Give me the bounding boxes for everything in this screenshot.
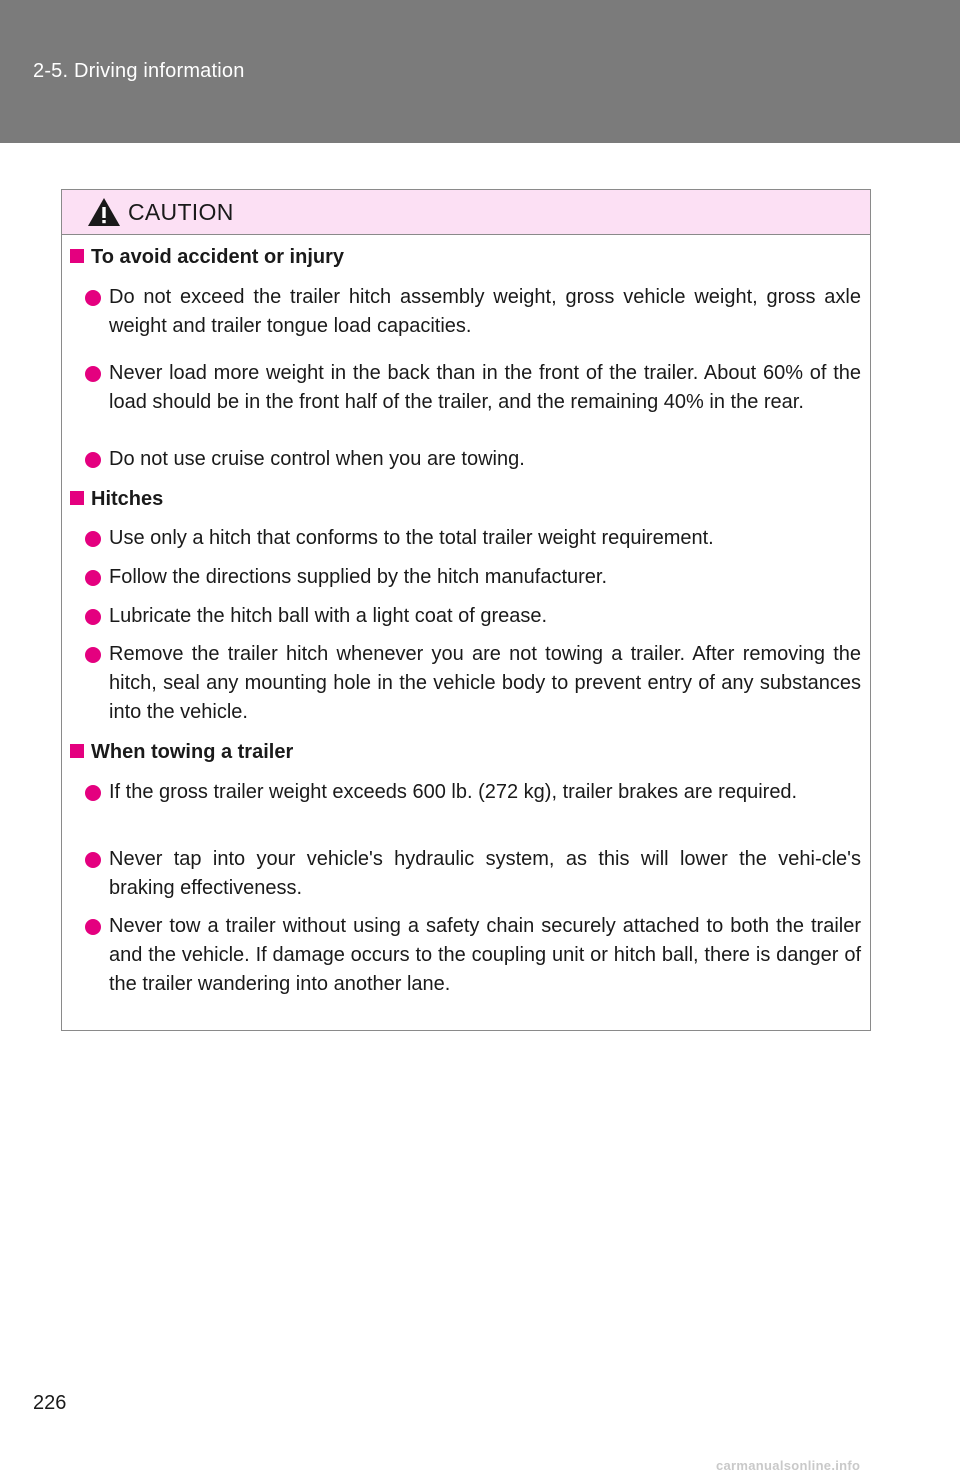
- round-bullet-icon: [85, 919, 101, 935]
- list-item: Follow the directions supplied by the hitch manufacturer.: [85, 563, 861, 592]
- round-bullet-icon: [85, 609, 101, 625]
- round-bullet-icon: [85, 366, 101, 382]
- list-item: Never load more weight in the back than in the front of the trailer. About 60% of the load should be in the front half of the trailer, and the remaining 40% in the rear.: [85, 359, 861, 417]
- section-heading: Hitches: [70, 485, 163, 514]
- round-bullet-icon: [85, 647, 101, 663]
- section-heading: To avoid accident or injury: [70, 243, 344, 272]
- list-item: Remove the trailer hitch whenever you are not towing a trailer. After removing the hitch, seal any mounting hole in the vehicle body to prevent entry of any substances into the vehicle.: [85, 640, 861, 727]
- list-item: Lubricate the hitch ball with a light coat of grease.: [85, 602, 861, 631]
- square-bullet-icon: [70, 249, 84, 263]
- round-bullet-icon: [85, 852, 101, 868]
- round-bullet-icon: [85, 452, 101, 468]
- warning-triangle-icon: [87, 197, 121, 227]
- caution-label: CAUTION: [128, 199, 234, 225]
- caution-header: [62, 190, 870, 235]
- section-heading: When towing a trailer: [70, 738, 293, 767]
- round-bullet-icon: [85, 290, 101, 306]
- list-item: Use only a hitch that conforms to the total trailer weight requirement.: [85, 524, 861, 553]
- round-bullet-icon: [85, 570, 101, 586]
- watermark: carmanualsonline.info: [716, 1458, 861, 1473]
- round-bullet-icon: [85, 531, 101, 547]
- list-item: If the gross trailer weight exceeds 600 lb. (272 kg), trailer brakes are required.: [85, 778, 861, 807]
- list-item: Do not use cruise control when you are towing.: [85, 445, 861, 474]
- list-item: Never tap into your vehicle's hydraulic system, as this will lower the vehi-cle's braking effectiveness.: [85, 845, 861, 903]
- round-bullet-icon: [85, 785, 101, 801]
- page-number: 226: [33, 1392, 67, 1414]
- square-bullet-icon: [70, 744, 84, 758]
- header-band: [0, 0, 960, 143]
- caution-box: [61, 189, 871, 1031]
- section-title: 2-5. Driving information: [33, 60, 245, 82]
- list-item: Do not exceed the trailer hitch assembly weight, gross vehicle weight, gross axle weight and trailer tongue load capacities.: [85, 283, 861, 341]
- list-item: Never tow a trailer without using a safety chain securely attached to both the trailer and the vehicle. If damage occurs to the coupling unit or hitch ball, there is danger of the trailer wandering into another lane.: [85, 912, 861, 999]
- square-bullet-icon: [70, 491, 84, 505]
